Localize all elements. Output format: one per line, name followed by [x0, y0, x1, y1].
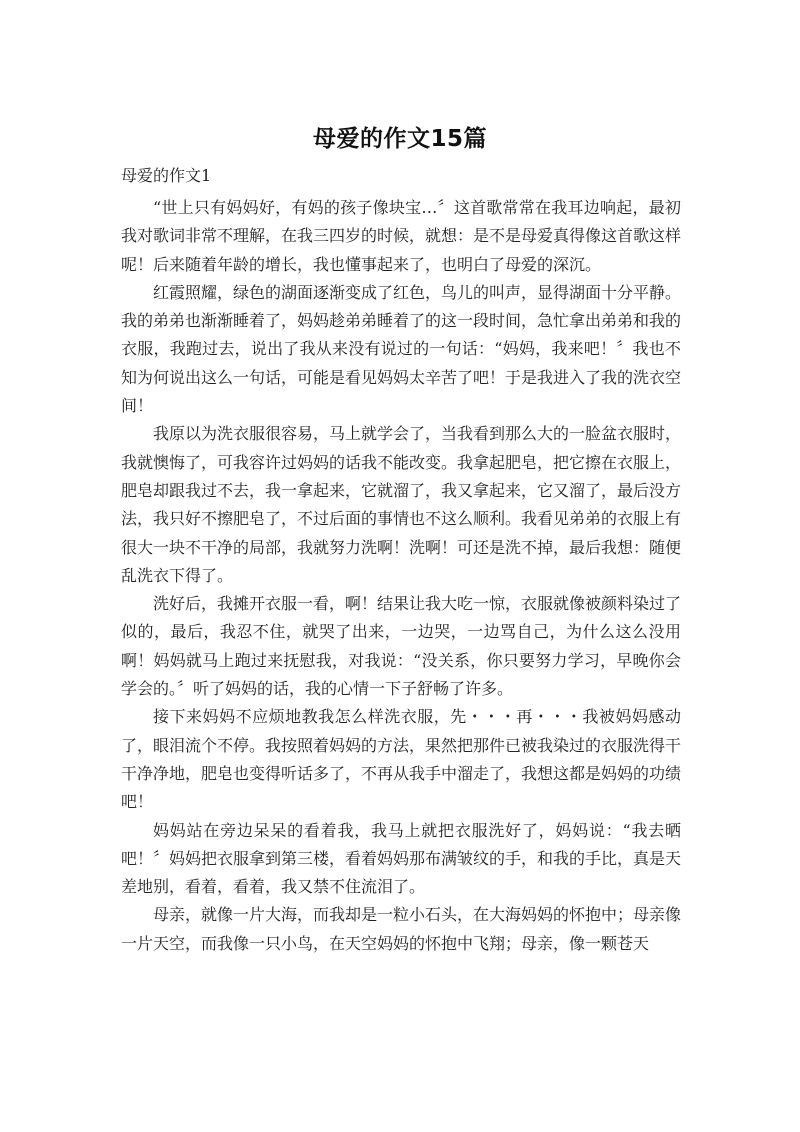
paragraph: 洗好后，我摊开衣服一看，啊！结果让我大吃一惊，衣服就像被颜料染过了似的，最后，我忍不住，就哭了出来，一边哭，一边骂自己，为什么这么没用啊！妈妈就马上跑过来抚慰我，对我说：“没关系，你只要努力学习，早晚你会学会的。〞听了妈妈的话，我的心情一下子舒畅了许多。	[121, 594, 682, 699]
section-heading: 母爱的作文1	[121, 166, 212, 185]
paragraph: 红霞照耀，绿色的湖面逐渐变成了红色，鸟儿的叫声，显得湖面十分平静。我的弟弟也渐渐睡着了，妈妈趁弟弟睡着了的这一段时间，急忙拿出弟弟和我的衣服，我跑过去，说出了我从来没有说过的一句话：“妈妈，我来吧！〞我也不知为何说出这么一句话，可能是看见妈妈太辛苦了吧！于是我进入了我的洗衣空间！	[121, 282, 682, 416]
paragraph: “世上只有妈妈好，有妈的孩子像块宝…〞这首歌常常在我耳边响起，最初我对歌词非常不理解，在我三四岁的时候，就想：是不是母爱真得像这首歌这样呢！后来随着年龄的增长，我也懂事起来了，也明白了母爱的深沉。	[121, 198, 682, 274]
document-title: 母爱的作文15篇	[312, 126, 487, 152]
paragraph: 接下来妈妈不应烦地教我怎么样洗衣服，先・・・再・・・我被妈妈感动了，眼泪流个不停。我按照着妈妈的方法，果然把那件已被我染过的衣服洗得干干净净地，肥皂也变得听话多了，不再从我手中溜走了，我想这都是妈妈的功绩吧！	[121, 707, 682, 812]
paragraph: 母亲，就像一片大海，而我却是一粒小石头，在大海妈妈的怀抱中；母亲像一片天空，而我像一只小鸟，在天空妈妈的怀抱中飞翔；母亲，像一颗苍天	[121, 905, 682, 953]
paragraph: 我原以为洗衣服很容易，马上就学会了，当我看到那么大的一脸盆衣服时，我就懊悔了，可我容许过妈妈的话我不能改变。我拿起肥皂，把它擦在衣服上，肥皂却跟我过不去，我一拿起来，它就溜了，我又拿起来，它又溜了，最后没方法，我只好不擦肥皂了，不过后面的事情也不这么顺利。我看见弟弟的衣服上有很大一块不干净的局部，我就努力洗啊！洗啊！可还是洗不掉，最后我想：随便乱洗衣下得了。	[121, 424, 682, 585]
paragraph: 妈妈站在旁边呆呆的看着我，我马上就把衣服洗好了，妈妈说：“我去晒吧！〞妈妈把衣服拿到第三楼，看着妈妈那布满皱纹的手，和我的手比，真是天差地别，看着，看着，我又禁不住流泪了。	[121, 820, 682, 897]
article-body	[121, 194, 681, 958]
